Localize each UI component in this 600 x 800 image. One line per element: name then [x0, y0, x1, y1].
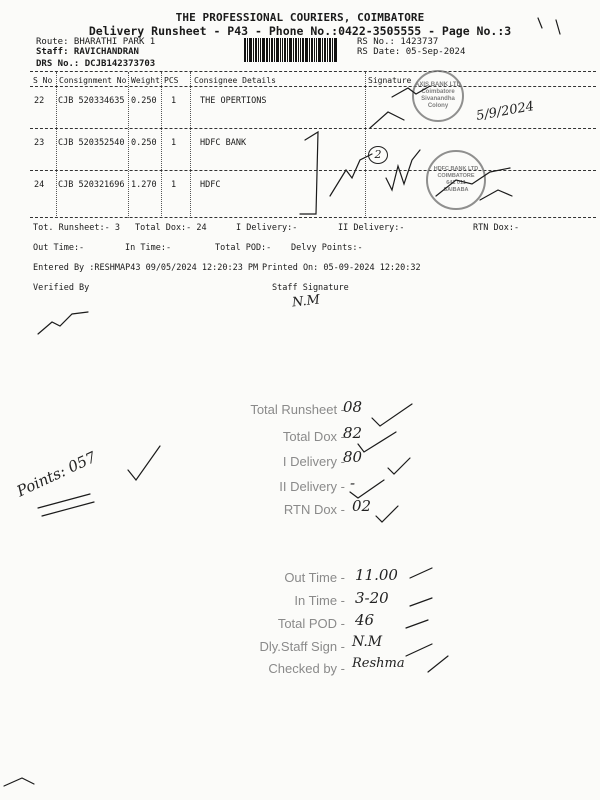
signature-stroke: [300, 132, 318, 214]
time-value: 3-20: [355, 589, 389, 607]
time-value: 46: [355, 611, 375, 629]
tot-runsheet: Tot. Runsheet:- 3: [33, 223, 120, 233]
out-time: Out Time:-: [33, 243, 85, 253]
row-consignment: CJB 520334635: [58, 96, 125, 106]
summary-label: Total Runsheet -: [250, 402, 345, 417]
col-consignment: Consignment No: [59, 76, 127, 85]
underline-stroke: [38, 494, 90, 508]
drs-number: DRS No.: DCJB142373703: [36, 59, 156, 69]
company-name: THE PROFESSIONAL COURIERS, COIMBATORE: [175, 11, 425, 24]
stamp-text: HDFC BANK LTD: [433, 166, 479, 172]
in-time: In Time:-: [125, 243, 172, 253]
signature-stroke: [330, 154, 372, 196]
tick-mark: [128, 446, 160, 480]
row-weight: 0.250: [131, 96, 157, 106]
row-weight: 1.270: [131, 180, 157, 190]
staff-initials: N.M: [291, 292, 321, 311]
stamp-text: Sivanandha Colony: [421, 96, 455, 109]
summary-value: -: [350, 474, 356, 492]
time-value: N.M: [352, 634, 383, 650]
row-consignment: CJB 520321696: [58, 180, 125, 190]
signature-stroke: [386, 150, 420, 190]
ii-delivery: II Delivery:-: [338, 223, 405, 233]
col-sno: S No: [33, 76, 53, 85]
stamp-text: 641 011: [446, 180, 466, 186]
stamp-text: SAIBABA: [443, 187, 469, 193]
staff-signature-label: Staff Signature: [272, 283, 349, 293]
tick-mark: [376, 506, 398, 522]
stamp-text: COIMBATORE: [437, 173, 475, 179]
signature-stroke: [392, 86, 430, 97]
time-label: Out Time -: [284, 570, 345, 585]
summary-value: 08: [343, 398, 363, 416]
signature-stroke: [480, 190, 512, 200]
col-signature: Signature: [368, 76, 412, 85]
col-weight: Weight: [131, 76, 160, 85]
tick-mark: [372, 404, 412, 426]
time-label: Total POD -: [277, 616, 345, 631]
total-pod: Total POD:-: [215, 243, 272, 253]
time-label: In Time -: [294, 593, 345, 608]
row-consignee: HDFC BANK: [200, 138, 247, 148]
row-sno: 24: [34, 180, 45, 190]
tick-mark: [388, 458, 410, 474]
handwritten-date: 5/9/2024: [475, 99, 536, 124]
signature-stroke: [433, 166, 510, 196]
rs-date: RS Date: 05-Sep-2024: [357, 47, 466, 57]
summary-label: Total Dox -: [282, 429, 345, 444]
row-sno: 22: [34, 96, 45, 106]
row-consignment: CJB 520352540: [58, 138, 125, 148]
row-consignee: HDFC: [200, 180, 221, 190]
delvy-points: Delvy Points:-: [291, 243, 363, 253]
summary-label: I Delivery -: [282, 454, 345, 469]
tick-mark: [410, 598, 432, 606]
stamp-text: Coimbatore: [421, 89, 455, 95]
row-sno: 23: [34, 138, 45, 148]
row-pcs: 1: [171, 138, 177, 148]
runsheet-title: Delivery Runsheet - P43 - Phone No.:0422-3505555 - Page No.:3: [88, 24, 512, 38]
row-weight: 0.250: [131, 138, 157, 148]
tick-mark: [358, 432, 396, 452]
row-pcs: 1: [171, 180, 177, 190]
summary-label: RTN Dox -: [283, 502, 345, 517]
tick-mark: [406, 620, 428, 628]
total-dox: Total Dox:- 24: [135, 223, 207, 233]
summary-value: 82: [343, 424, 363, 442]
tick-mark: [350, 480, 384, 498]
rs-number: RS No.: 1423737: [357, 37, 439, 47]
i-delivery: I Delivery:-: [236, 223, 298, 233]
underline-stroke: [42, 502, 94, 516]
corner-mark: [4, 778, 34, 786]
stamp-text: AXIS BANK LTD: [415, 82, 461, 88]
verified-by: Verified By: [33, 283, 90, 293]
row-consignee: THE OPERTIONS: [200, 96, 267, 106]
route-label: Route: BHARATHI PARK 1: [36, 37, 156, 47]
summary-value: 02: [352, 497, 372, 515]
col-pcs: PCS: [164, 76, 179, 85]
signature-stroke: [370, 112, 404, 128]
entered-by: Entered By :RESHMAP43 09/05/2024 12:20:23 PM: [33, 263, 259, 273]
circled-number: 2: [368, 146, 388, 164]
printed-on: Printed On: 05-09-2024 12:20:32: [262, 263, 421, 273]
summary-label: II Delivery -: [279, 479, 345, 494]
tick-mark: [410, 568, 432, 578]
tick-mark: [406, 644, 432, 656]
staff-label: Staff: RAVICHANDRAN: [36, 47, 139, 57]
corner-mark: [538, 18, 560, 34]
tick-mark: [428, 656, 448, 672]
time-value: 11.00: [355, 566, 398, 584]
col-consignee: Consignee Details: [194, 76, 276, 85]
time-label: Dly.Staff Sign -: [259, 639, 345, 654]
time-value: Reshma: [352, 656, 405, 671]
summary-value: 80: [343, 448, 363, 466]
row-pcs: 1: [171, 96, 177, 106]
points-note: Points: 057: [14, 448, 99, 501]
time-label: Checked by -: [268, 661, 345, 676]
verified-signature-stroke: [38, 312, 88, 334]
rtn-dox: RTN Dox:-: [473, 223, 520, 233]
